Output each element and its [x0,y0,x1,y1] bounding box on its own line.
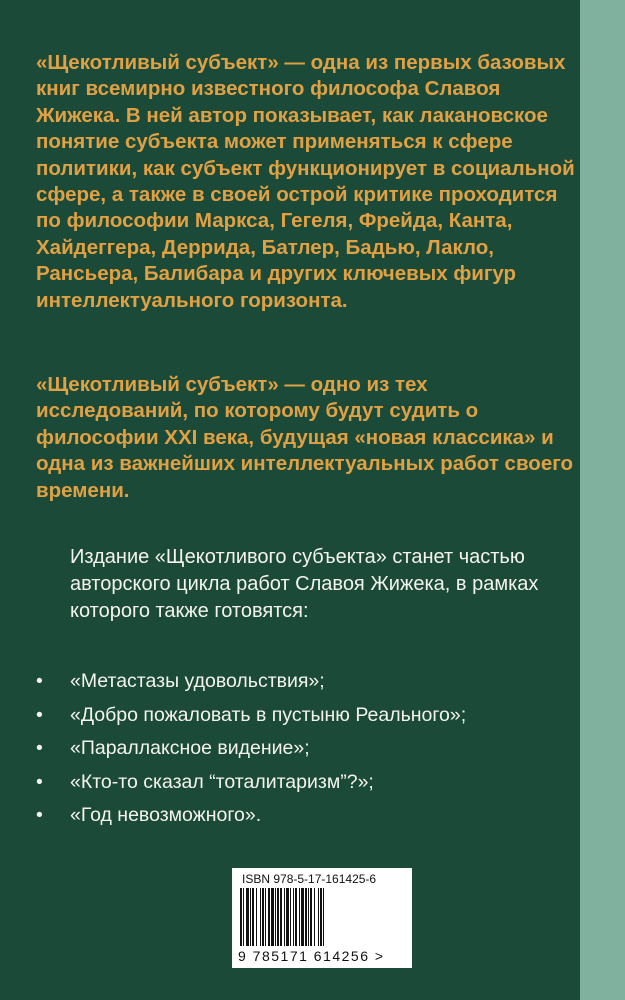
book-title: «Метастазы удовольствия»; [70,670,325,692]
list-item [36,732,466,766]
list-item [36,766,466,800]
list-item [36,799,466,833]
barcode-block [232,868,412,968]
isbn-label: ISBN 978-5-17-161425-6 [242,872,377,886]
book-title: «Добро пожаловать в пустыню Реального»; [70,703,467,726]
list-item [36,665,466,699]
bullet-icon: • [36,670,43,692]
description-paragraph-2: «Щекотливый субъект» — одно из тех исследований, по которому будут судить о философии XXI века, будущая «новая классика» и одна из важнейших интеллектуальных работ своего времени. [36,373,574,502]
bullet-icon: • [36,804,43,826]
book-title: «Параллаксное видение»; [70,737,310,759]
description-paragraph-1: «Щекотливый субъект» — одна из первых базовых книг всемирно известного философа Славоя Жижека. В ней автор показывает, как лакановское понятие субъекта может применяться к сфере политики, как субъект функционирует в социальной сфере, а также в своей острой критике проходится по философии Маркса, Гегеля, Фрейда, Канта, Хайдеггера, Деррида, Батлер, Бадью, Лакло, Рансьера, Балибара и других ключевых фигур интеллектуального горизонта. [36,51,575,312]
bullet-icon: • [36,737,43,759]
book-title: «Кто-то сказал “тоталитаризм”?»; [70,770,374,793]
spine-strip [580,0,625,1000]
bullet-icon: • [36,703,43,726]
series-book-list [36,665,466,833]
barcode-digits: 9 785171 614256 > [238,948,385,964]
list-item [36,699,466,733]
barcode-icon [240,888,404,946]
bullet-icon: • [36,770,43,793]
book-title: «Год невозможного». [70,804,262,826]
series-intro: Издание «Щекотливого субъекта» станет частью авторского цикла работ Славоя Жижека, в рамках которого также готовятся: [70,546,539,622]
